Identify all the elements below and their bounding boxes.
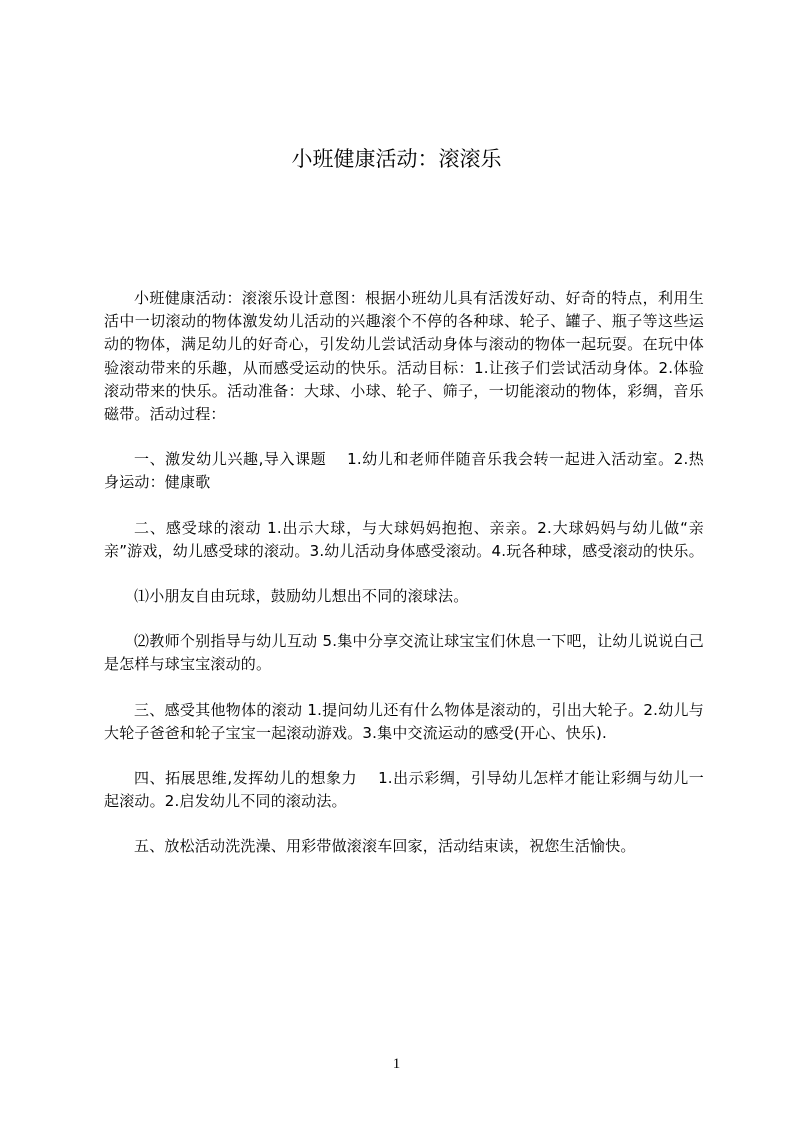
- paragraph-step-5: 五、放松活动洗洗澡、用彩带做滚滚车回家，活动结束读，祝您生活愉快。: [134, 837, 636, 856]
- paragraph-step-2-sub-2: ⑵教师个别指导与幼儿互动 5.集中分享交流让球宝宝们休息一下吧，让幼儿说说白己是怎样与球宝宝滚动的。: [104, 632, 704, 674]
- document-title: 小班健康活动：滚滚乐: [291, 147, 502, 171]
- paragraph-step-2: 二、感受球的滚动 1.出示大球，与大球妈妈抱抱、亲亲。2.大球妈妈与幼儿做“亲亲”游戏，幼儿感受球的滚动。3.幼儿活动身体感受滚动。4.玩各种球，感受滚动的快乐。: [104, 518, 704, 560]
- paragraph-step-3: 三、感受其他物体的滚动 1.提问幼儿还有什么物体是滚动的，引出大轮子。2.幼儿与大轮子爸爸和轮子宝宝一起滚动游戏。3.集中交流运动的感受(开心、快乐).: [104, 700, 704, 742]
- paragraph-step-1: 一、激发幼儿兴趣,导入课题 1.幼儿和老师伴随音乐我会转一起进入活动室。2.热身运动：健康歌: [104, 450, 704, 492]
- paragraph-intro: 小班健康活动：滚滚乐设计意图：根据小班幼儿具有活泼好动、好奇的特点，利用生活中一切滚动的物体激发幼儿活动的兴趣滚个不停的各种球、轮子、罐子、瓶子等这些运动的物体，满足幼儿的好奇心，引发幼儿尝试活动身体与滚动的物体一起玩耍。在玩中体验滚动带来的乐趣，从而感受运动的快乐。活动目标：1.让孩子们尝试活动身体。2.体验滚动带来的快乐。活动准备：大球、小球、轮子、筛子，一切能滚动的物体，彩绸，音乐磁带。活动过程：: [104, 289, 704, 424]
- paragraph-step-4: 四、拓展思维,发挥幼儿的想象力 1.出示彩绸，引导幼儿怎样才能让彩绸与幼儿一起滚动。2.启发幼儿不同的滚动法。: [104, 769, 704, 811]
- document-body: [104, 287, 704, 859]
- page-number: 1: [392, 1056, 401, 1072]
- paragraph-step-2-sub-1: ⑴小朋友自由玩球，鼓励幼儿想出不同的滚球法。: [134, 587, 469, 606]
